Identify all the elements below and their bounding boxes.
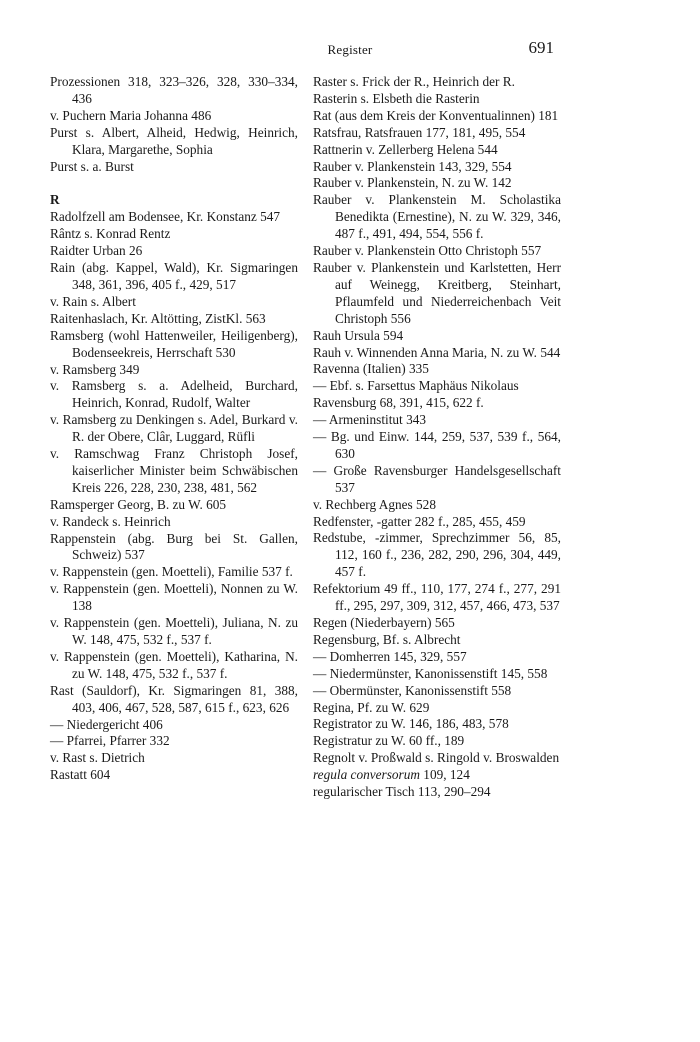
index-entry: v. Rast s. Dietrich	[50, 750, 145, 766]
index-entry: — Große Ravensburger Handelsgesellschaft 537	[313, 462, 561, 495]
running-head: Register	[327, 42, 373, 57]
index-entry: Regensburg, Bf. s. Albrecht	[313, 631, 461, 647]
index-entry: Prozessionen 318, 323–326, 328, 330–334, 436	[50, 74, 298, 106]
index-entry: Regnolt v. Proßwald s. Ringold v. Broswalden	[313, 750, 560, 766]
index-entry: Rauber v. Plankenstein M. Scholastika Benedikta (Ernestine), N. zu W. 329, 346, 487 f., 491, 494, 554, 556 f.	[313, 192, 561, 242]
index-entry: v. Rappenstein (gen. Moetteli), Familie 537 f.	[50, 564, 293, 580]
index-entry: Rântz s. Konrad Rentz	[50, 226, 171, 242]
index-entry: regula conversorum 109, 124	[313, 767, 470, 783]
index-entry: Rat (aus dem Kreis der Konventualinnen) 181	[313, 107, 559, 123]
index-entry: Redstube, -zimmer, Sprechzimmer 56, 85, 112, 160 f., 236, 282, 290, 296, 304, 449, 457 f.	[313, 530, 561, 580]
index-entry: v. Ramsberg s. a. Adelheid, Burchard, Heinrich, Konrad, Rudolf, Walter	[50, 378, 298, 411]
index-entry: v. Rechberg Agnes 528	[313, 496, 436, 512]
index-entry: v. Randeck s. Heinrich	[50, 513, 171, 529]
index-entry: Regina, Pf. zu W. 629	[313, 699, 430, 715]
index-entry: v. Rappenstein (gen. Moetteli), Katharina, N. zu W. 148, 475, 532 f., 537 f.	[50, 648, 298, 681]
index-entry: Rappenstein (abg. Burg bei St. Gallen, Schweiz) 537	[50, 530, 298, 563]
index-entry: v. Ramsberg 349	[50, 361, 140, 377]
index-entry: Ramsperger Georg, B. zu W. 605	[50, 496, 227, 512]
page-header	[0, 38, 700, 62]
index-entry: Rain (abg. Kappel, Wald), Kr. Sigmaringen 348, 361, 396, 405 f., 429, 517	[50, 260, 298, 292]
index-entry: Purst s. Albert, Alheid, Hedwig, Heinrich, Klara, Margarethe, Sophia	[50, 124, 298, 157]
index-entry: — Armeninstitut 343	[313, 412, 427, 428]
index-entry: Radolfzell am Bodensee, Kr. Konstanz 547	[50, 209, 281, 225]
index-entry: Rasterin s. Elsbeth die Rasterin	[313, 90, 480, 106]
index-entry: Refektorium 49 ff., 110, 177, 274 f., 277, 291 ff., 295, 297, 309, 312, 457, 466, 473, 537	[313, 581, 561, 614]
index-entry: Rast (Sauldorf), Kr. Sigmaringen 81, 388, 403, 406, 467, 528, 587, 615 f., 623, 626	[50, 682, 298, 715]
index-entry: Ratsfrau, Ratsfrauen 177, 181, 495, 554	[313, 124, 526, 140]
index-entry: v. Rappenstein (gen. Moetteli), Nonnen zu W. 138	[50, 581, 298, 614]
index-entry: — Pfarrei, Pfarrer 332	[50, 733, 170, 749]
index-entry: Rastatt 604	[50, 767, 111, 783]
index-entry: Rauh v. Winnenden Anna Maria, N. zu W. 544	[313, 344, 561, 360]
index-entry: Raidter Urban 26	[50, 243, 143, 259]
index-entry: — Niedergericht 406	[50, 716, 163, 732]
page-number: 691	[528, 38, 554, 57]
index-entry: Rauber v. Plankenstein 143, 329, 554	[313, 158, 512, 174]
index-entry: Ramsberg (wohl Hattenweiler, Heiligenberg), Bodenseekreis, Herrschaft 530	[50, 327, 298, 360]
index-entry: v. Rappenstein (gen. Moetteli), Juliana, N. zu W. 148, 475, 532 f., 537 f.	[50, 615, 298, 647]
index-entry: v. Rain s. Albert	[50, 293, 136, 309]
index-entry: — Ebf. s. Farsettus Maphäus Nikolaus	[313, 378, 519, 394]
index-entry: Rauber v. Plankenstein, N. zu W. 142	[313, 175, 512, 191]
index-entry: Registrator zu W. 146, 186, 483, 578	[313, 716, 509, 732]
index-entry: Raster s. Frick der R., Heinrich der R.	[313, 74, 515, 89]
index-entry: — Domherren 145, 329, 557	[313, 648, 467, 664]
index-entry: Regen (Niederbayern) 565	[313, 615, 455, 630]
index-section-letter: R	[50, 192, 60, 208]
index-entry: — Obermünster, Kanonissenstift 558	[313, 682, 512, 698]
index-entry: Ravensburg 68, 391, 415, 622 f.	[313, 395, 484, 411]
index-entry: Ravenna (Italien) 335	[313, 361, 429, 377]
index-entry: — Bg. und Einw. 144, 259, 537, 539 f., 564, 630	[313, 429, 561, 461]
index-entry: Rattnerin v. Zellerberg Helena 544	[313, 141, 498, 157]
index-entry: Rauh Ursula 594	[313, 327, 404, 343]
index-entry: Rauber v. Plankenstein und Karlstetten, Herr auf Weinegg, Kreitberg, Steinhart, Pflaumfeld und Niederreichenbach Veit Christoph 556	[313, 259, 561, 326]
index-entry: Registratur zu W. 60 ff., 189	[313, 733, 465, 749]
index-entry: — Niedermünster, Kanonissenstift 145, 558	[313, 665, 548, 681]
index-entry: Raitenhaslach, Kr. Altötting, ZistKl. 563	[50, 310, 266, 326]
index-column-right	[313, 74, 561, 801]
index-column-left	[50, 74, 298, 784]
index-entry: v. Puchern Maria Johanna 486	[50, 107, 212, 123]
index-entry: Redfenster, -gatter 282 f., 285, 455, 459	[313, 513, 526, 529]
index-entry: v. Ramschwag Franz Christoph Josef, kaiserlicher Minister beim Schwäbischen Kreis 226, 228, 230, 238, 481, 562	[50, 446, 298, 495]
index-entry: regularischer Tisch 113, 290–294	[313, 784, 491, 800]
index-entry: Rauber v. Plankenstein Otto Christoph 557	[313, 243, 542, 259]
index-entry: Purst s. a. Burst	[50, 158, 134, 174]
index-entry: v. Ramsberg zu Denkingen s. Adel, Burkard v. R. der Obere, Clâr, Luggard, Rüfli	[50, 412, 298, 445]
